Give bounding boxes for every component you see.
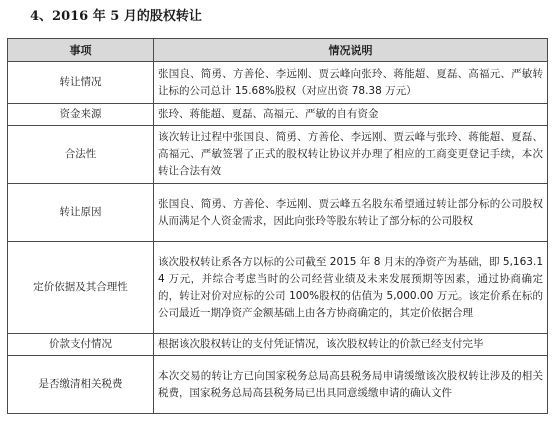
row-content-payment-status: 根据该次股权转让的支付凭证情况，该次股权转让的价款已经支付完毕 [154,334,548,356]
equity-transfer-table [7,38,548,414]
header-item: 事项 [8,39,154,62]
row-label-payment-status: 价款支付情况 [8,334,154,356]
row-label-fund-source: 资金来源 [8,104,154,126]
row-content-pricing-basis: 该次股权转让系各方以标的公司截至 2015 年 8 月末的净资产为基础，即 5,163.14 万元，并综合考虑当时的公司经营业绩及未来发展预期等因素，通过协商确定的，转让对价对应标的公司 100%股权的估值为 5,000.00 万元。该定价系在标的公司最近一期净资产金额基础上由各方协商确定的，其定价依据合理 [154,242,548,334]
table-row [8,356,548,414]
table-row [8,242,548,334]
row-label-transfer-reason: 转让原因 [8,184,154,242]
table-row [8,184,548,242]
table-row [8,62,548,104]
header-description: 情况说明 [154,39,548,62]
row-content-fund-source: 张玲、蒋能超、夏磊、高福元、严敏的自有资金 [154,104,548,126]
row-content-legality: 该次转让过程中张国良、简勇、方善伦、李远刚、贾云峰与张玲、蒋能超、夏磊、高福元、严敏签署了正式的股权转让协议并办理了相应的工商变更登记手续，本次转让合法有效 [154,126,548,184]
row-label-legality: 合法性 [8,126,154,184]
row-content-transfer-reason: 张国良、简勇、方善伦、李远刚、贾云峰五名股东希望通过转让部分标的公司股权从而满足个人资金需求，因此向张玲等股东转让了部分标的公司股权 [154,184,548,242]
table-header-row [8,39,548,62]
section-heading: 4、2016 年 5 月的股权转让 [30,9,202,24]
row-content-transfer-status: 张国良、简勇、方善伦、李远刚、贾云峰向张玲、蒋能超、夏磊、高福元、严敏转让标的公司总计 15.68%股权（对应出资 78.38 万元） [154,62,548,104]
row-label-transfer-status: 转让情况 [8,62,154,104]
row-label-pricing-basis: 定价依据及其合理性 [8,242,154,334]
row-label-tax-settlement: 是否缴清相关税费 [8,356,154,414]
row-content-tax-settlement: 本次交易的转让方已向国家税务总局高县税务局申请缓缴该次股权转让涉及的相关税费，国家税务总局高县税务局已出具同意缓缴申请的确认文件 [154,356,548,414]
table-row [8,334,548,356]
table-row [8,104,548,126]
table-row [8,126,548,184]
